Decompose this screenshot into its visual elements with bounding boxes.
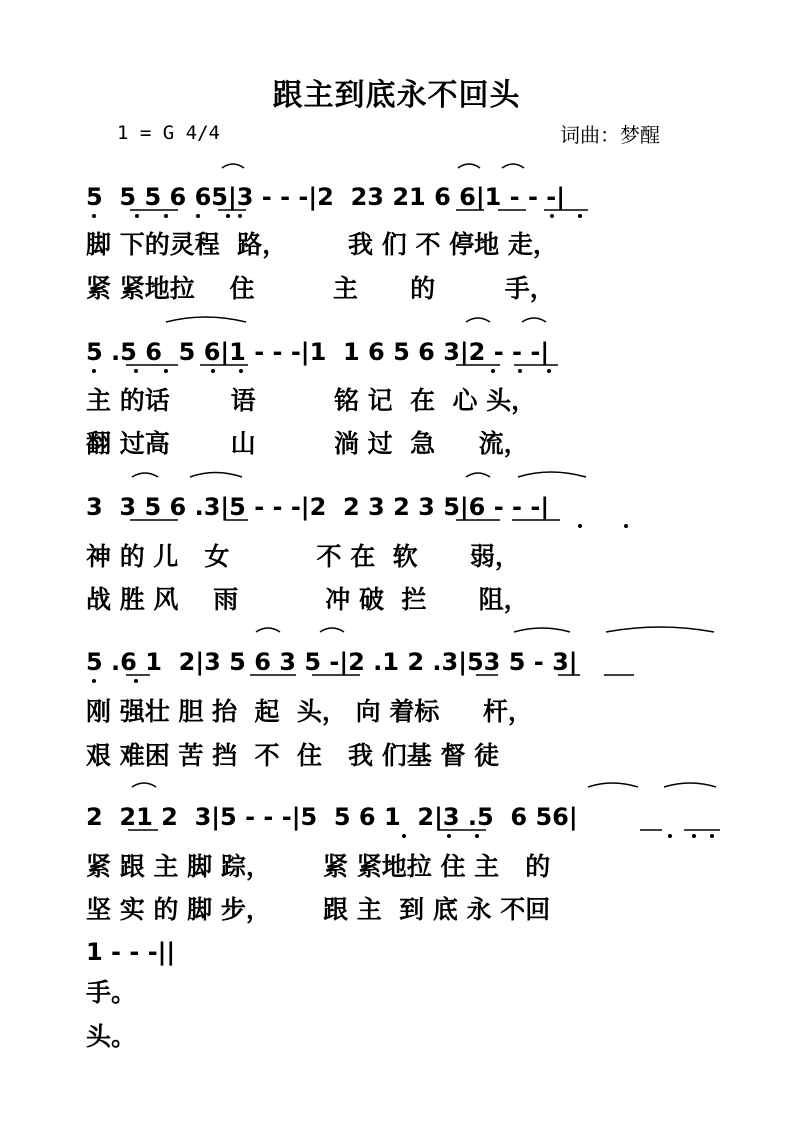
song-title: 跟主到底永不回头 [272, 78, 521, 113]
lyric-text: 脚 下的灵程 路， 我 们 不 停地 走， [86, 230, 558, 259]
notation-text: 1 - - -|| [86, 938, 176, 966]
notation-text: 5 .5 6 5 6|1 - - -|1 1 6 5 6 3|2 - - -| [86, 338, 550, 366]
notation-text: 3 3 5 6 .3|5 - - -|2 2 3 2 3 5|6 - - -| [86, 493, 550, 521]
lyric-text: 紧 紧地拉 住 主 的 手， [86, 274, 555, 303]
lyric-text: 艰 难困 苦 挡 不 住 我 们基 督 徒 [86, 741, 500, 770]
notation-text: 5 5 5 6 65|3 - - -|2 23 21 6 6|1 - - -| [86, 183, 566, 211]
notation-text: 5 .6 1 2|3 5 6 3 5 -|2 .1 2 .3|53 5 - 3| [86, 648, 578, 676]
lyric-text: 紧 跟 主 脚 踪， 紧 紧地拉 住 主 的 [86, 852, 551, 881]
notation-text: 2 21 2 3|5 - - -|5 5 6 1 2|3 .5 6 56| [86, 803, 578, 831]
key-signature: 1 = G 4/4 [117, 122, 220, 144]
credits: 词曲：梦醒 [560, 123, 660, 147]
lyric-text: 头。 [86, 1022, 137, 1051]
lyric-text: 神 的 儿 女 不 在 软 弱， [86, 542, 520, 571]
lyric-text: 翻 过高 山 淌 过 急 流， [86, 429, 529, 458]
lyric-text: 战 胜 风 雨 冲 破 拦 阻， [86, 585, 529, 614]
lyric-text: 主 的话 语 铭 记 在 心 头， [86, 386, 537, 415]
lyric-text: 坚 实 的 脚 步， 跟 主 到 底 永 不回 [86, 895, 551, 924]
lyric-text: 刚 强壮 胆 抬 起 头， 向 着标 杆， [86, 697, 533, 726]
lyric-text: 手。 [86, 978, 137, 1007]
